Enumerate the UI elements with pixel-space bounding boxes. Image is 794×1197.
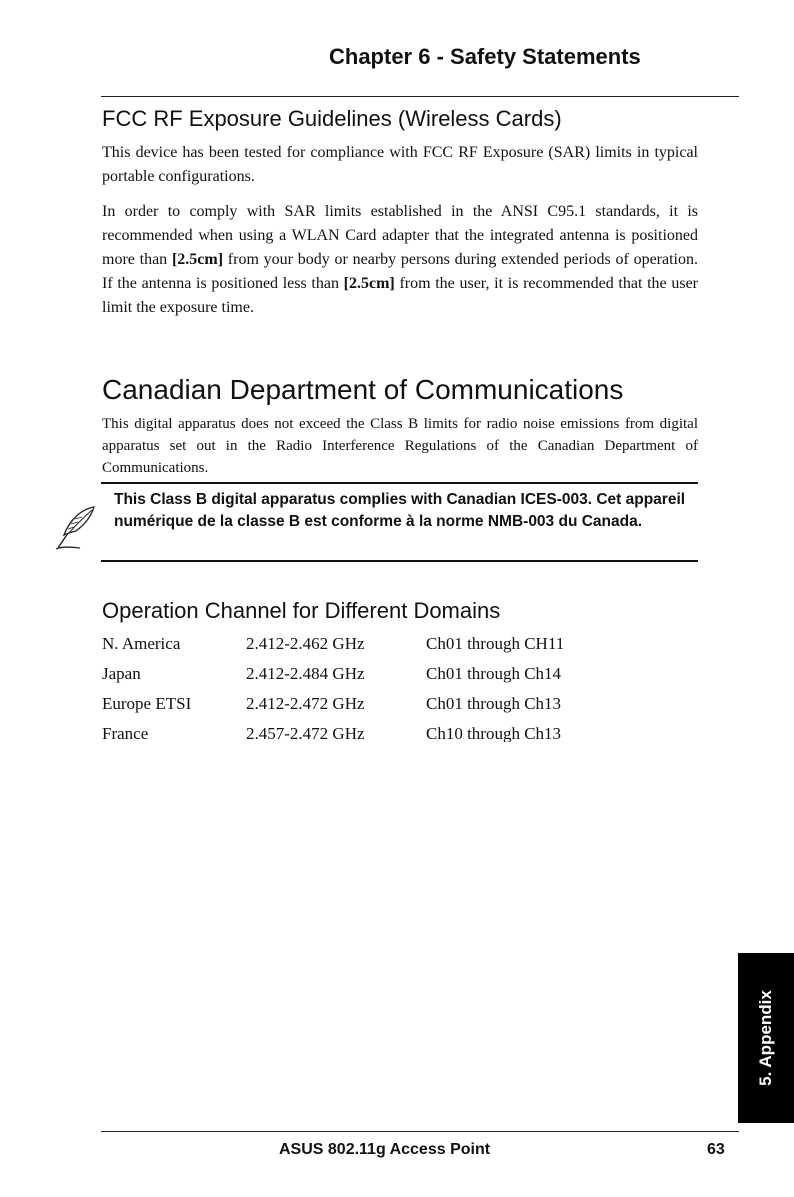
channels-heading: Operation Channel for Different Domains	[102, 598, 501, 623]
footer-title: ASUS 802.11g Access Point	[279, 1141, 491, 1158]
frequency-cell: 2.457-2.472 GHz	[246, 724, 365, 742]
header-divider	[101, 96, 739, 97]
fcc-p2-text-1: In order to comply with SAR limits established in the ANSI C95.1 standards, it is recommended when using a WLAN Card adapter that the integrated antenna is positioned more than	[102, 203, 698, 268]
canada-paragraph: This digital apparatus does not exceed the Class B limits for radio noise emissions from digital apparatus set out in the Radio Interference Regulations of the Canadian Department of Communications.	[102, 416, 698, 476]
chapter-title: Chapter 6 - Safety Statements	[329, 44, 641, 69]
canada-heading: Canadian Department of Communications	[102, 374, 624, 405]
appendix-side-tab	[738, 953, 794, 1123]
fcc-heading: FCC RF Exposure Guidelines (Wireless Cards)	[102, 106, 562, 131]
note-bottom-rule	[101, 560, 698, 562]
frequency-cell: 2.412-2.472 GHz	[246, 694, 365, 713]
note-text: This Class B digital apparatus complies with Canadian ICES-003. Cet appareil numérique de la classe B est conforme à la norme NMB-003 du Canada.	[114, 491, 686, 530]
channels-cell: Ch01 through CH11	[426, 634, 565, 653]
domain-cell: France	[102, 724, 149, 742]
channels-cell: Ch01 through Ch14	[426, 664, 562, 683]
feather-pen-icon	[54, 505, 98, 553]
channels-cell: Ch10 through Ch13	[426, 724, 562, 742]
table-row	[102, 720, 702, 742]
fcc-distance-2: [2.5cm]	[343, 275, 395, 292]
frequency-cell: 2.412-2.462 GHz	[246, 634, 365, 653]
domain-cell: N. America	[102, 634, 181, 653]
fcc-p2-text-3: from the user, it is recommended that the user limit the exposure time.	[102, 275, 698, 316]
channels-cell: Ch01 through Ch13	[426, 694, 562, 713]
note-top-rule	[101, 482, 698, 484]
table-row	[102, 630, 702, 660]
domain-cell: Europe ETSI	[102, 694, 192, 713]
fcc-distance-1: [2.5cm]	[171, 251, 224, 268]
fcc-paragraph-1: This device has been tested for compliance with FCC RF Exposure (SAR) limits in typical portable configurations.	[102, 144, 698, 185]
table-row	[102, 660, 702, 690]
domain-cell: Japan	[102, 664, 141, 683]
page-number: 63	[707, 1141, 725, 1158]
fcc-paragraph-2	[102, 200, 698, 320]
fcc-p2-text-2: from your body or nearby persons during extended periods of operation. If the antenna is positioned less than	[102, 251, 699, 292]
table-row	[102, 690, 702, 720]
appendix-tab-label: 5. Appendix	[756, 990, 775, 1086]
channel-table	[102, 630, 702, 742]
footer-divider	[101, 1131, 739, 1132]
frequency-cell: 2.412-2.484 GHz	[246, 664, 365, 683]
